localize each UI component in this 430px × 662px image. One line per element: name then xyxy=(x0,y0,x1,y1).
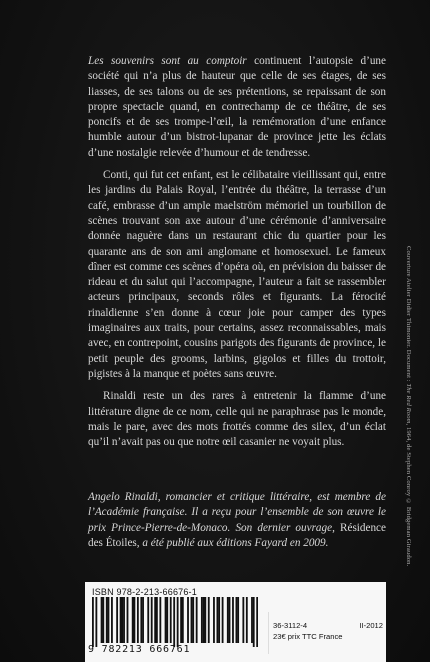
barcode-bar xyxy=(203,597,205,643)
barcode-bar xyxy=(246,597,248,643)
price-info xyxy=(273,620,383,642)
barcode-bar xyxy=(191,597,193,643)
info-row xyxy=(273,631,383,642)
barcode-bar xyxy=(196,597,198,643)
barcode-bar xyxy=(147,597,149,643)
book-title: Les souvenirs sont au comptoir xyxy=(88,55,247,67)
barcode-bar xyxy=(256,597,258,647)
barcode-bar xyxy=(102,597,104,643)
barcode-bar xyxy=(140,597,142,643)
barcode-bar xyxy=(218,597,220,643)
barcode-bar xyxy=(170,597,172,643)
author-bio xyxy=(88,490,386,551)
barcode-bar xyxy=(217,597,219,643)
barcode-bar xyxy=(116,597,118,643)
barcode-bar xyxy=(237,597,239,643)
blurb-paragraph-2 xyxy=(88,168,386,382)
barcode-panel xyxy=(85,582,386,662)
credit-work-title: The Red Room xyxy=(405,383,412,424)
barcode-bar xyxy=(120,597,122,643)
bio-book-title: Résidence des Étoiles xyxy=(88,521,386,549)
barcode-bar xyxy=(95,597,97,647)
barcode-bar xyxy=(151,597,153,643)
barcode-bar xyxy=(165,597,167,643)
barcode-bar xyxy=(159,597,161,643)
barcode-bar xyxy=(142,597,144,643)
barcode-bar xyxy=(242,597,244,643)
barcode-bar xyxy=(121,597,123,643)
barcode-bar xyxy=(108,597,110,643)
blurb-paragraph-1 xyxy=(88,54,386,161)
price: 23€ prix TTC France xyxy=(273,632,343,641)
credit-text: Couverture Atelier Didier Thimonier. Document : xyxy=(405,246,412,384)
barcode-bar xyxy=(101,597,103,643)
barcode-bar xyxy=(187,597,189,643)
barcode-bar xyxy=(180,597,182,643)
barcode-bar xyxy=(251,597,253,643)
barcode-bar xyxy=(156,597,158,643)
divider xyxy=(268,612,269,654)
barcode-digits: 9 782213 666761 xyxy=(88,644,191,655)
product-code: 36-3112-4 xyxy=(273,621,308,630)
paragraph-text: continuent l’autopsie d’une société qui n’a plus de hauteur que celle de ses étages, de ses liasses, de ses talons ou de ses prétentions, se repaissant de son propre spectacle quand, en contrechamp de ce théâtre, de ses poncifs et de ses trompe-l’œil, la remémoration d’une enfance humble autour d’un bistrot-lupanar de province jette les éclats d’une nostalgie relevée d’humour et de tendresse. xyxy=(88,55,386,159)
cover-credit xyxy=(402,246,412,566)
paragraph-text: Conti, qui fut cet enfant, est le célibataire vieillissant qui, entre les jardins du Palais Royal, l’entrée du théâtre, la terrasse d’un café, embrasse d’un ample maelström mémoriel un tourbillon de scènes trouvant son axe autour d’une cérémonie d’anniversaire donnée naguère dans un restaurant chic du quartier pour les quarante ans de son ami anglomane et homosexuel. Le fameux dîner est comme ces scènes d’opéra où, en prévision du baisser de rideau et du salut qui l’accompagne, l’auteur a fait se rassembler acteurs principaux, seconds rôles et figurants. La férocité rinaldienne s’en donne à cœur joie pour camper des types imaginaires aux traits, pour certains, assez reconnaissables, mais avec, en contrepoint, cousins parigots des figurants de province, le petit peuple des grooms, larbins, gigolos et filles du trottoir, pigistes à la manque et poètes sans œuvre. xyxy=(88,169,386,380)
barcode-bar xyxy=(177,597,179,647)
barcode-bar xyxy=(111,597,113,643)
barcode-bar xyxy=(132,597,134,643)
barcode-bar xyxy=(222,597,224,643)
barcode-bar xyxy=(213,597,215,643)
barcode-bar xyxy=(127,597,129,643)
barcode-bar xyxy=(229,597,231,643)
blurb-text xyxy=(88,54,386,450)
info-row xyxy=(273,620,383,631)
barcode-bar xyxy=(123,597,125,643)
barcode-bar xyxy=(208,597,210,643)
barcode-bar xyxy=(182,597,184,643)
bio-text: Angelo Rinaldi, romancier et critique littéraire, est membre de l’Académie française. Il a reçu pour l’ensemble de son œuvre le prix Prince-Pierre-de-Monaco. Son dernier ouvrage, xyxy=(88,491,386,534)
barcode-bar xyxy=(106,597,108,643)
barcode-bar xyxy=(192,597,194,643)
barcode-bar xyxy=(232,597,234,643)
barcode-bar xyxy=(166,597,168,643)
barcode-bar xyxy=(204,597,206,643)
paragraph-text: Rinaldi reste un des rares à entretenir la flamme d’une littérature digne de ce nom, celle qui ne paraphrase pas le monde, mais le pare, avec des mots frottés comme des silex, d’un éclat qu’il n’avait pas ou que notre œil casanier ne voyait plus. xyxy=(88,390,386,449)
barcode-bar xyxy=(227,597,229,643)
barcode-bar xyxy=(154,597,156,643)
print-date: II-2012 xyxy=(359,621,383,630)
barcode-bar xyxy=(92,597,94,647)
credit-text: , 1964, de Stephen Conroy © Bridgeman Giraudon. xyxy=(405,423,412,567)
barcode-bar xyxy=(201,597,203,643)
blurb-paragraph-3 xyxy=(88,389,386,450)
barcode-bar xyxy=(173,597,175,647)
barcode-bar xyxy=(137,597,139,643)
barcode-bar xyxy=(134,597,136,643)
barcode-bar xyxy=(236,597,238,643)
isbn-label: ISBN 978-2-213-66676-1 xyxy=(92,587,197,597)
barcode-bar xyxy=(253,597,255,647)
barcode-image xyxy=(92,597,258,647)
bio-text: , a été publié aux éditions Fayard en 2009. xyxy=(136,536,329,549)
